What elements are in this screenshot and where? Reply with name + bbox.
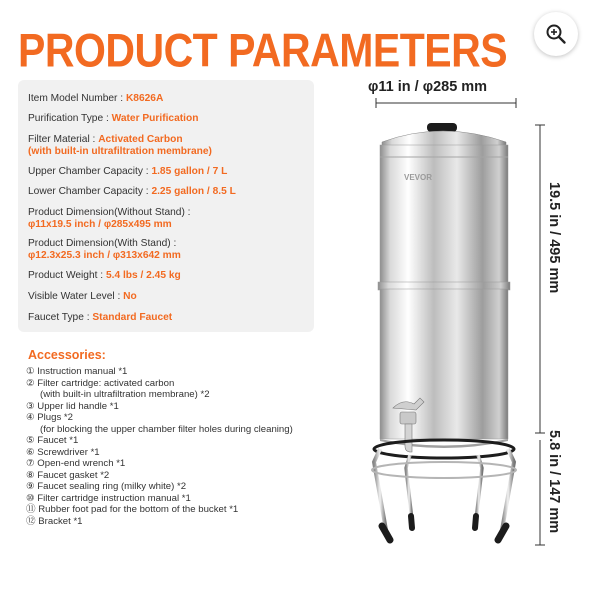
param-value: 1.85 gallon / 7 L xyxy=(151,166,228,177)
bucket-lid xyxy=(382,123,506,146)
list-item-continuation: (with built-in ultrafiltration membrane) *2 xyxy=(40,389,210,400)
param-value-2: (with built-in ultrafiltration membrane) xyxy=(28,145,212,157)
stand-foot xyxy=(411,516,412,528)
stand-bracket xyxy=(372,440,516,540)
lower-chamber xyxy=(380,289,508,439)
list-item: ⑤ Faucet *1 xyxy=(26,435,79,446)
param-label: Product Weight : xyxy=(28,270,106,281)
param-label: Visible Water Level : xyxy=(28,291,124,302)
param-label: Product Dimension(Without Stand) : xyxy=(28,207,191,218)
param-value: Standard Faucet xyxy=(92,312,173,323)
stand-foot xyxy=(498,526,506,540)
list-item: ⑩ Filter cartridge instruction manual *1 xyxy=(26,492,191,504)
stand-dimension-line xyxy=(535,440,545,545)
stand-foot xyxy=(382,526,390,540)
param-value: φ11x19.5 inch / φ285x495 mm xyxy=(28,218,172,230)
list-item: ⑥ Screwdriver *1 xyxy=(26,446,100,458)
list-item-continuation: (for blocking the upper chamber filter holes during cleaning) xyxy=(40,423,293,435)
param-value: 2.25 gallon / 8.5 L xyxy=(151,186,236,197)
param-label: Item Model Number : xyxy=(28,93,126,104)
height-dimension-line xyxy=(535,125,545,433)
list-item: ③ Upper lid handle *1 xyxy=(26,400,119,412)
diameter-dimension-line xyxy=(376,98,516,108)
brand-logo: VEVOR xyxy=(404,173,433,182)
list-item: ① Instruction manual *1 xyxy=(26,366,128,377)
param-label: Filter Material : xyxy=(28,134,99,145)
param-label: Lower Chamber Capacity : xyxy=(28,186,152,197)
param-value: K8626A xyxy=(125,93,164,104)
height-label: 19.5 in / 495 mm xyxy=(546,182,562,294)
list-item: ⑦ Open-end wrench *1 xyxy=(26,458,126,469)
param-label: Product Dimension(With Stand) : xyxy=(28,238,177,249)
param-value: φ12.3x25.3 inch / φ313x642 mm xyxy=(28,249,181,261)
list-item: ⑧ Faucet gasket *2 xyxy=(26,469,110,481)
diameter-label: φ11 in / φ285 mm xyxy=(368,79,488,95)
param-value: No xyxy=(123,291,137,302)
stand-height-label: 5.8 in / 147 mm xyxy=(546,430,562,534)
list-item: ⑫ Bracket *1 xyxy=(26,515,83,527)
accessories-title: Accessories: xyxy=(28,348,106,362)
param-value: Activated Carbon xyxy=(98,134,183,145)
param-value: Water Purification xyxy=(111,113,199,124)
page-title: PRODUCT PARAMETERS xyxy=(18,24,508,77)
list-item: ② Filter cartridge: activated carbon xyxy=(26,377,175,389)
stand-foot xyxy=(475,516,476,528)
param-label: Faucet Type : xyxy=(28,312,93,323)
list-item: ④ Plugs *2 xyxy=(26,412,73,423)
list-item: ⑨ Faucet sealing ring (milky white) *2 xyxy=(26,481,187,492)
lid-handle xyxy=(427,123,457,132)
param-value: 5.4 lbs / 2.45 kg xyxy=(105,270,181,281)
list-item: ⑪ Rubber foot pad for the bottom of the bucket *1 xyxy=(26,504,239,515)
param-label: Purification Type : xyxy=(28,113,112,124)
param-label: Upper Chamber Capacity : xyxy=(28,166,152,177)
upper-chamber xyxy=(380,145,508,285)
